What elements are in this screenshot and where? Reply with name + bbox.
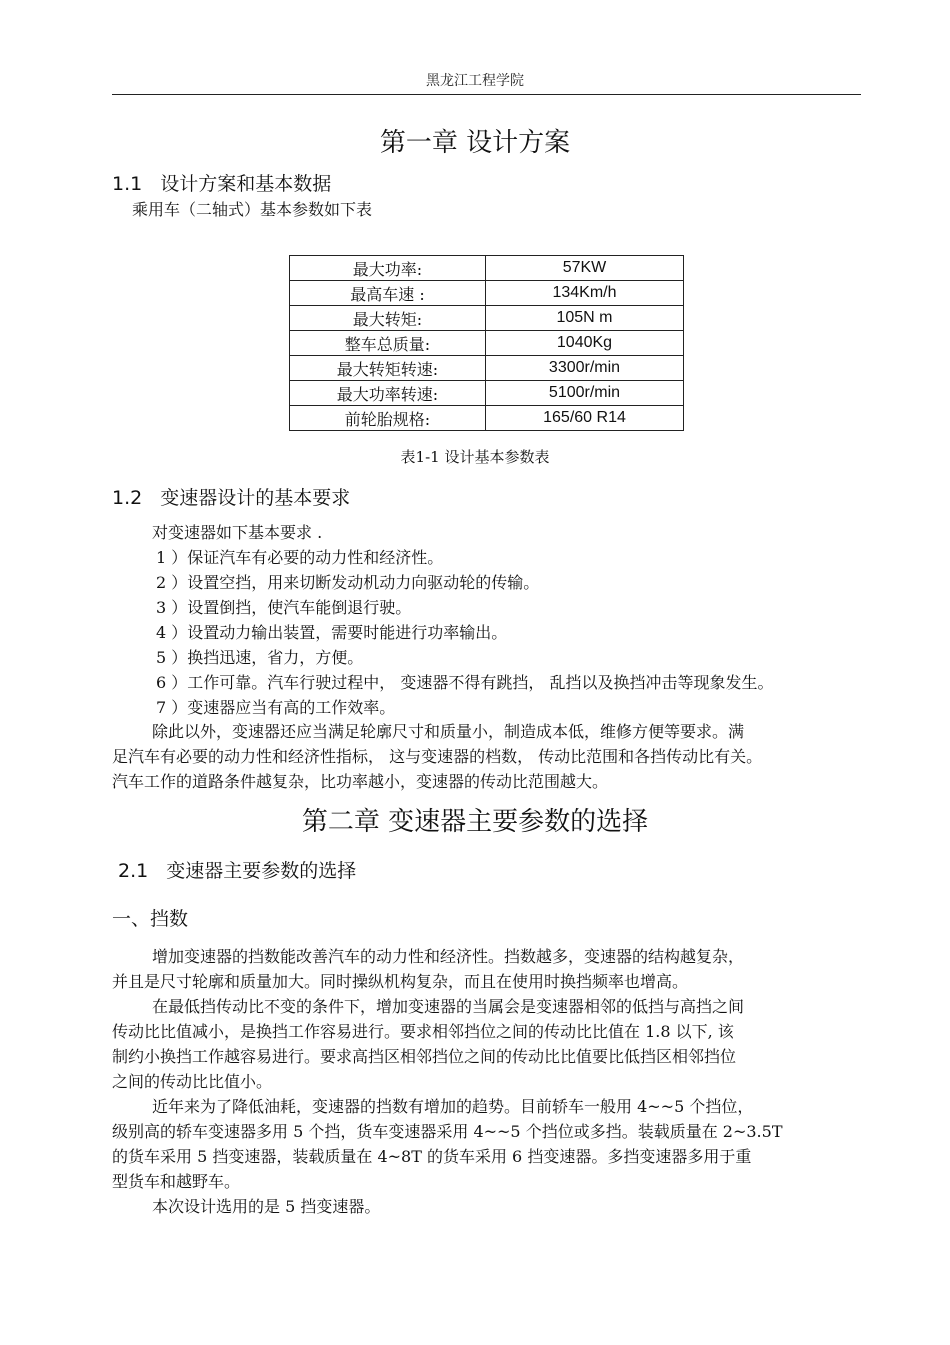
paragraph-line: 级别高的轿车变速器多用 5 个挡，货车变速器采用 4~~5 个挡位或多挡。装载质量在 2~3.5T (112, 1122, 783, 1141)
section-title: 变速器设计的基本要求 (160, 487, 351, 509)
table-row (290, 306, 684, 331)
param-value: 134Km/h (486, 281, 684, 306)
param-label: 最大功率转速: (290, 381, 486, 406)
section-title: 设计方案和基本数据 (160, 173, 332, 195)
table-row (290, 406, 684, 431)
paragraph-line: 汽车工作的道路条件越复杂，比功率越小，变速器的传动比范围越大。 (112, 772, 609, 791)
section-1-1-heading (112, 169, 331, 196)
param-label: 最大转矩转速: (290, 356, 486, 381)
param-label: 最大转矩: (290, 306, 486, 331)
table-row (290, 331, 684, 356)
list-item: 7 ）变速器应当有高的工作效率。 (156, 698, 396, 717)
section-2-1-heading (118, 856, 356, 883)
list-item: 6 ）工作可靠。汽车行驶过程中， 变速器不得有跳挡， 乱挡以及换挡冲击等现象发生。 (156, 673, 774, 692)
section-1-1-intro: 乘用车（二轴式）基本参数如下表 (132, 200, 373, 219)
paragraph-line: 的货车采用 5 挡变速器，装载质量在 4~8T 的货车采用 6 挡变速器。多挡变速器多用于重 (112, 1147, 752, 1166)
paragraph-line: 近年来为了降低油耗，变速器的挡数有增加的趋势。目前轿车一般用 4~~5 个挡位， (152, 1097, 754, 1116)
table-row (290, 381, 684, 406)
table-row (290, 281, 684, 306)
chapter-2-title: 第二章 变速器主要参数的选择 (301, 807, 649, 837)
table-row (290, 256, 684, 281)
paragraph-line: 制约小换挡工作越容易进行。要求高挡区相邻挡位之间的传动比比值要比低挡区相邻挡位 (112, 1047, 737, 1066)
paragraph-line: 型货车和越野车。 (112, 1172, 241, 1191)
param-label: 前轮胎规格: (290, 406, 486, 431)
chapter-1-title: 第一章 设计方案 (379, 128, 571, 158)
basic-parameters-table (289, 255, 684, 431)
subsection-heading: 一、挡数 (112, 908, 189, 930)
paragraph-line: 除此以外，变速器还应当满足轮廓尺寸和质量小，制造成本低，维修方便等要求。满 (152, 722, 745, 741)
paragraph-line: 足汽车有必要的动力性和经济性指标， 这与变速器的档数， 传动比范围和各挡传动比有关。 (112, 747, 763, 766)
param-value: 57KW (486, 256, 684, 281)
param-label: 最高车速 : (290, 281, 486, 306)
param-label: 最大功率: (290, 256, 486, 281)
param-value: 1040Kg (486, 331, 684, 356)
list-item: 2 ）设置空挡，用来切断发动机动力向驱动轮的传输。 (156, 573, 540, 592)
list-item: 3 ）设置倒挡，使汽车能倒退行驶。 (156, 598, 412, 617)
paragraph-line: 本次设计选用的是 5 挡变速器。 (152, 1197, 381, 1216)
table-row (290, 356, 684, 381)
param-label: 整车总质量: (290, 331, 486, 356)
paragraph-line: 传动比比值减小，是换挡工作容易进行。要求相邻挡位之间的传动比比值在 1.8 以下, 该 (112, 1022, 734, 1041)
section-number: 2.1 (118, 860, 149, 882)
paragraph-line: 在最低挡传动比不变的条件下，增加变速器的当属会是变速器相邻的低挡与高挡之间 (152, 997, 745, 1016)
param-value: 3300r/min (486, 356, 684, 381)
section-title: 变速器主要参数的选择 (166, 860, 357, 882)
header-rule (112, 94, 861, 95)
list-item: 1 ）保证汽车有必要的动力性和经济性。 (156, 548, 444, 567)
list-item: 4 ）设置动力输出装置，需要时能进行功率输出。 (156, 623, 508, 642)
section-number: 1.1 (112, 173, 143, 195)
section-number: 1.2 (112, 487, 143, 509)
table-caption: 表1-1 设计基本参数表 (400, 448, 550, 466)
section-1-2-heading (112, 483, 350, 510)
param-value: 165/60 R14 (486, 406, 684, 431)
paragraph-line: 之间的传动比比值小。 (112, 1072, 273, 1091)
paragraph-line: 并且是尺寸轮廓和质量加大。同时操纵机构复杂，而且在使用时换挡频率也增高。 (112, 972, 689, 991)
list-item: 5 ）换挡迅速，省力，方便。 (156, 648, 364, 667)
param-value: 105N m (486, 306, 684, 331)
paragraph-line: 增加变速器的挡数能改善汽车的动力性和经济性。挡数越多，变速器的结构越复杂， (152, 947, 745, 966)
param-value: 5100r/min (486, 381, 684, 406)
paragraph-line: 对变速器如下基本要求 . (152, 523, 323, 542)
page-header: 黑龙江工程学院 (426, 73, 524, 89)
